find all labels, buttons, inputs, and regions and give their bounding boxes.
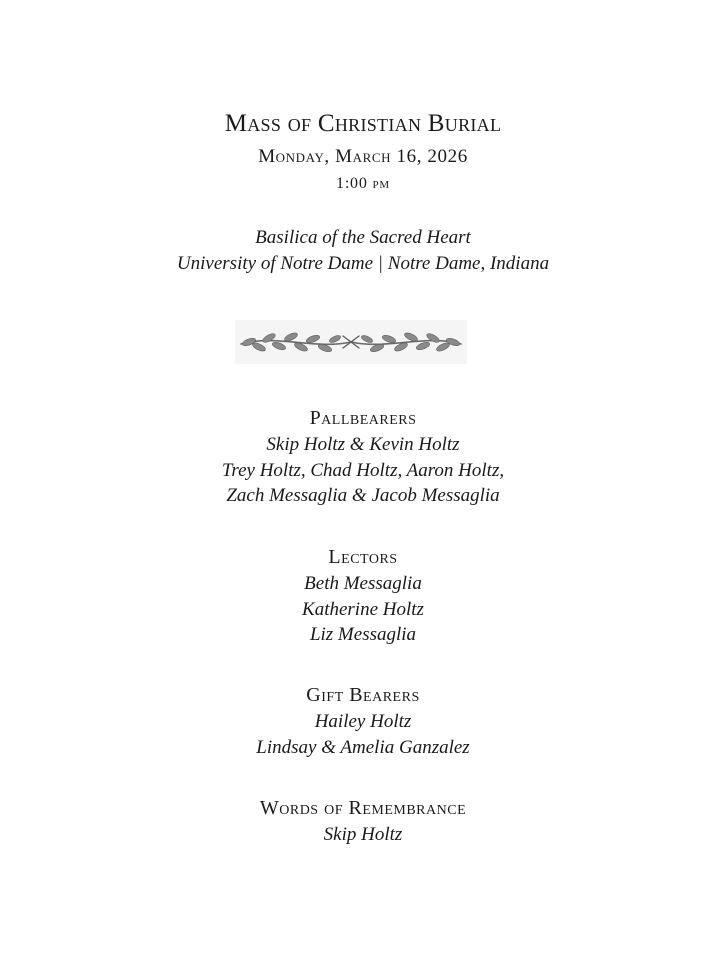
name-line: Lindsay & Amelia Ganzalez [256,736,470,758]
name-line: Beth Messaglia [304,573,422,594]
names-list [0,822,726,848]
section-heading: Pallbearers [309,407,417,429]
name-line: Hailey Holtz [314,711,412,732]
lectors-section [0,546,726,648]
venue-block [0,225,726,277]
section-heading: Words of Remembrance [259,797,467,819]
name-line: Katherine Holtz [302,598,424,620]
name-line: Skip Holtz & Kevin Holtz [266,434,460,455]
words-of-remembrance-section [0,797,726,848]
names-list [0,709,726,760]
page-title: Mass of Christian Burial [224,110,502,137]
section-heading: Gift Bearers [306,684,420,706]
section-heading: Lectors [328,546,398,568]
name-line: Skip Holtz [323,824,403,845]
laurel-branch-icon [235,320,467,364]
service-date: Monday, March 16, 2026 [258,146,468,167]
venue-name: Basilica of the Sacred Heart [255,227,471,248]
names-list [0,571,726,648]
venue-location: University of Notre Dame | Notre Dame, Indiana [176,253,550,274]
pallbearers-section [0,407,726,509]
gift-bearers-section [0,684,726,760]
name-line: Trey Holtz, Chad Holtz, Aaron Holtz, [221,459,505,481]
names-list [0,432,726,509]
service-time: 1:00 pm [336,175,390,192]
name-line: Zach Messaglia & Jacob Messaglia [226,485,500,506]
name-line: Liz Messaglia [309,624,417,645]
